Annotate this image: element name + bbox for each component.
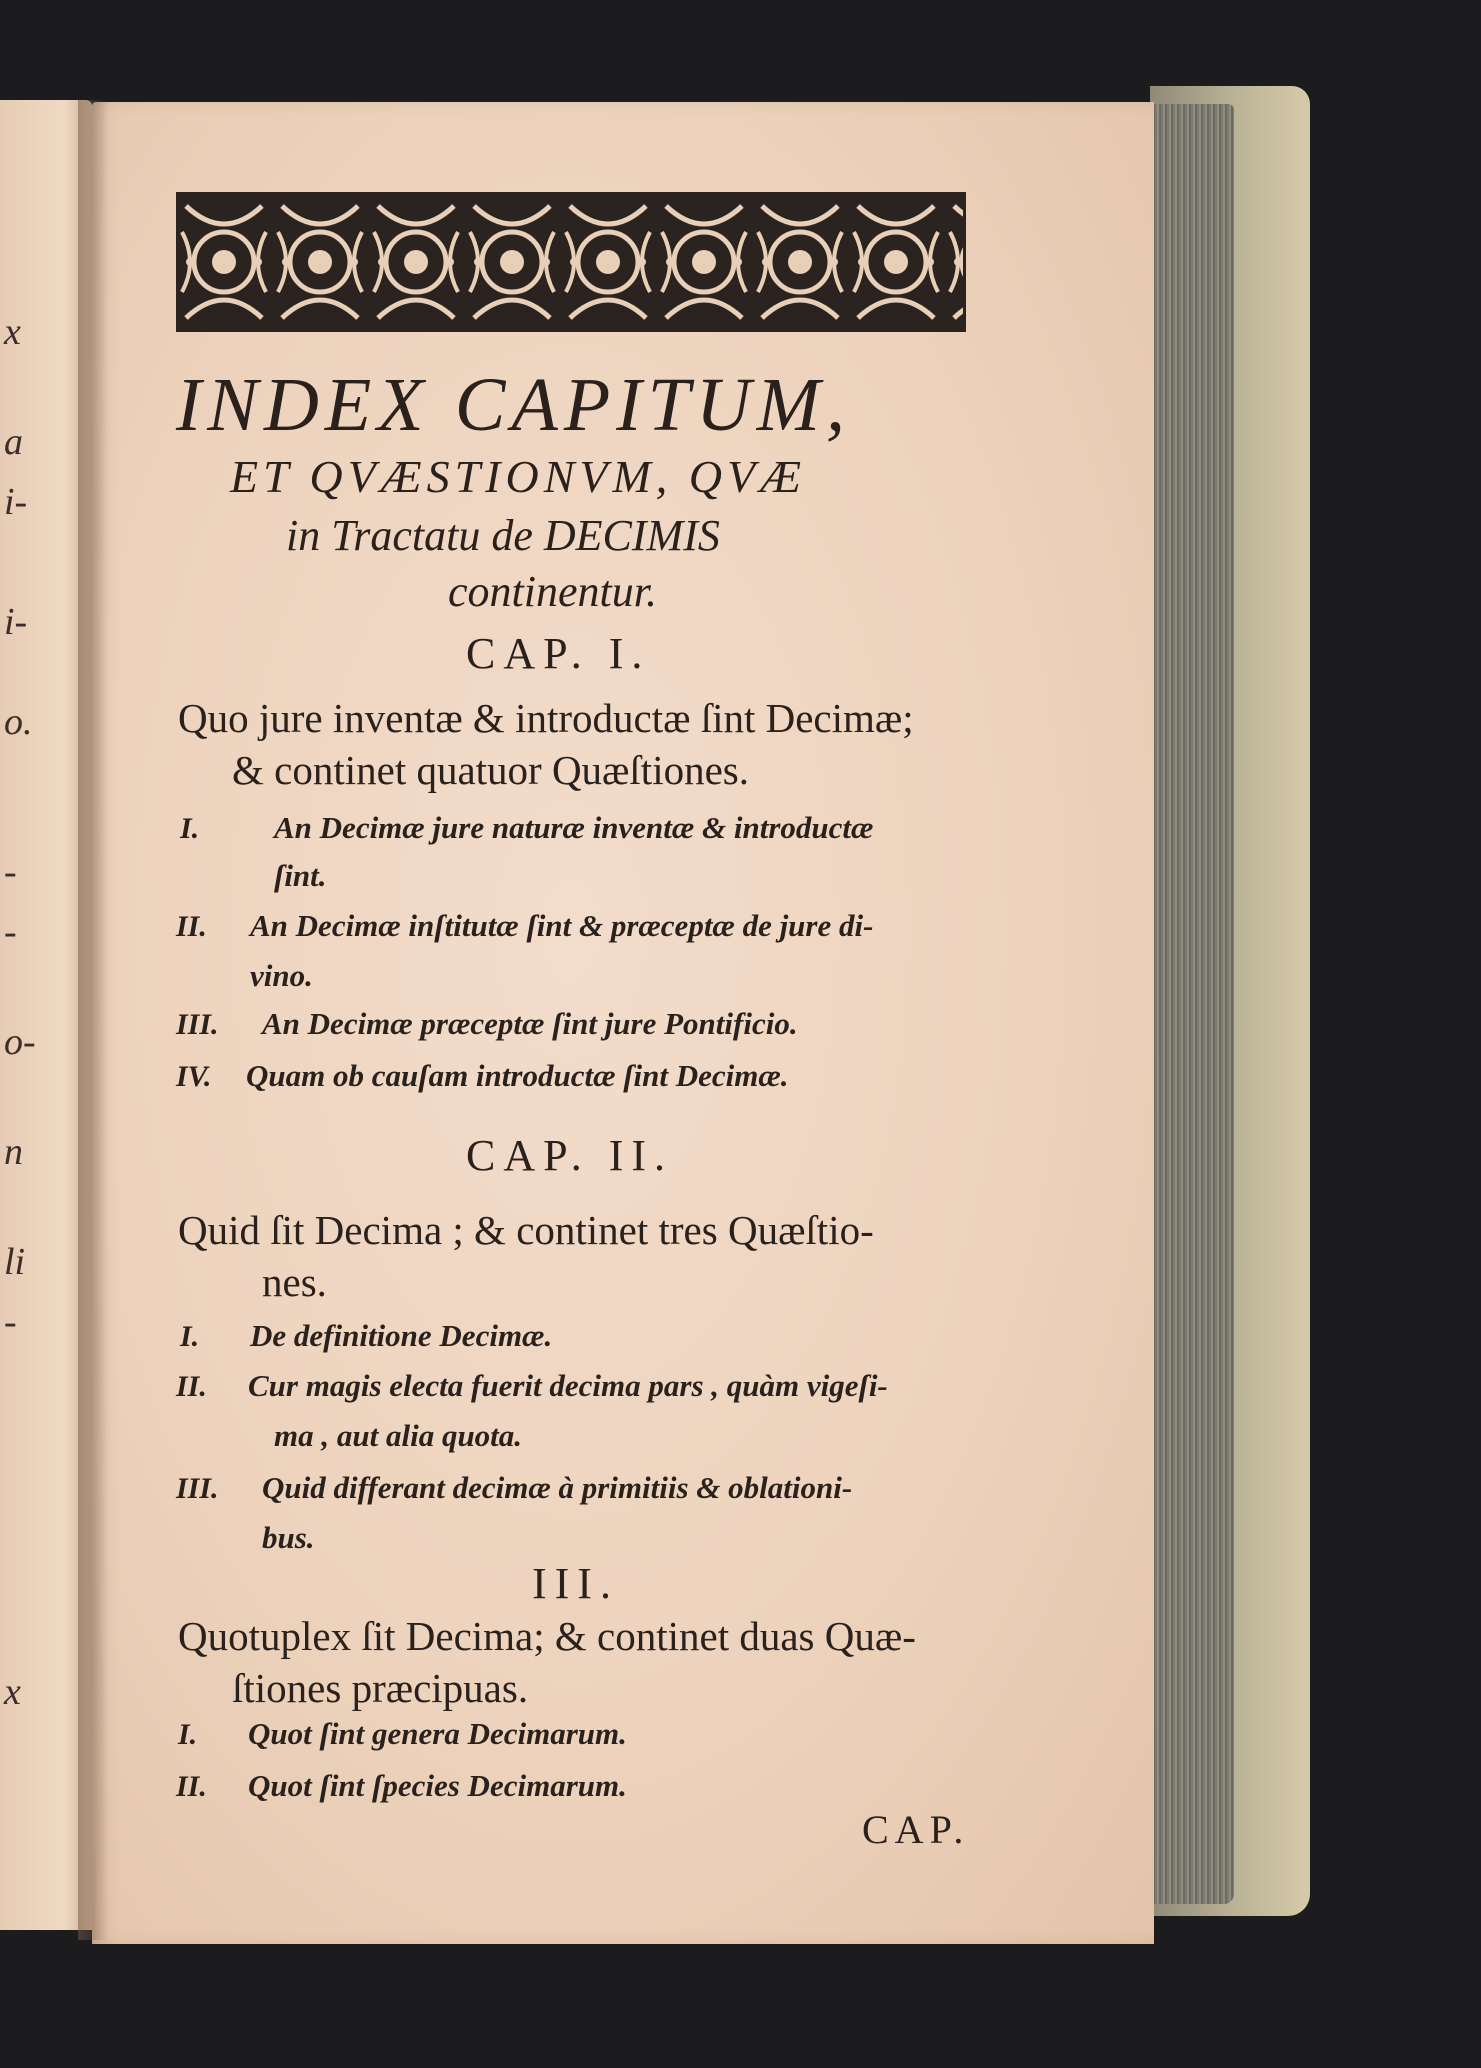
question-text: Cur magis electa fuerit decima pars , quàm vigeſi- <box>248 1368 888 1403</box>
left-page-fragment: i- <box>4 481 28 523</box>
question-text: Quot ſint ſpecies Decimarum. <box>248 1768 627 1803</box>
question-number: I. <box>180 1320 200 1353</box>
chapter-description: ſtiones præcipuas. <box>232 1665 529 1711</box>
ornament-band <box>176 192 966 332</box>
question-text: ma , aut alia quota. <box>274 1418 523 1453</box>
left-page-fragment: o. <box>4 701 33 743</box>
left-page-fragment: - <box>4 851 17 893</box>
question-number: II. <box>176 1770 207 1803</box>
left-page-fragment: li <box>4 1241 26 1283</box>
question-number: I. <box>178 1718 198 1751</box>
left-page-fragment: x <box>4 311 21 353</box>
left-page-fragment: i- <box>4 601 28 643</box>
chapter-heading: CAP. II. <box>466 1131 674 1180</box>
question-text: De definitione Decimæ. <box>250 1318 553 1353</box>
catchword: CAP. <box>862 1807 970 1852</box>
question-number: II. <box>176 1370 207 1403</box>
left-page-fragment: x <box>4 1671 21 1713</box>
left-page-fragment: - <box>4 911 17 953</box>
question-text: An Decimæ inſtitutæ ſint & præceptæ de jure di- <box>250 908 874 943</box>
chapter-heading: CAP. I. <box>466 629 651 678</box>
left-page-fragment: a <box>4 421 23 463</box>
question-text: Quid differant decimæ à primitiis & oblationi- <box>262 1470 853 1505</box>
question-text: Quot ſint genera Decimarum. <box>248 1716 627 1751</box>
chapter-description: Quo jure inventæ & introductæ ſint Decimæ; <box>178 695 914 741</box>
title-line-4: continentur. <box>448 567 657 616</box>
title-line-1: INDEX CAPITUM, <box>176 363 852 447</box>
question-number: II. <box>176 910 207 943</box>
chapter-description: & continet quatuor Quæſtiones. <box>232 747 749 793</box>
question-number: III. <box>176 1008 219 1041</box>
title-line-2: ET QVÆSTIONVM, QVÆ <box>230 451 807 502</box>
question-number: III. <box>176 1472 219 1505</box>
question-number: I. <box>180 812 200 845</box>
question-text: Quam ob cauſam introductæ ſint Decimæ. <box>246 1058 789 1093</box>
left-page-fragment: - <box>4 1301 17 1343</box>
question-number: IV. <box>176 1060 212 1093</box>
question-text: An Decimæ præceptæ ſint jure Pontificio. <box>262 1006 798 1041</box>
left-page-fragment: o- <box>4 1021 36 1063</box>
left-page-fragment: n <box>4 1131 23 1173</box>
page-gutter <box>78 100 108 1940</box>
chapter-description: nes. <box>262 1259 327 1305</box>
chapter-description: Quotuplex ſit Decima; & continet duas Quæ- <box>178 1613 916 1659</box>
title-line-3: in Tractatu de DECIMIS <box>286 511 720 560</box>
question-text: bus. <box>262 1520 315 1555</box>
chapter-heading: III. <box>532 1559 619 1608</box>
question-text: vino. <box>250 958 313 993</box>
question-text: ſint. <box>274 858 327 893</box>
question-text: An Decimæ jure naturæ inventæ & introductæ <box>274 810 874 845</box>
chapter-description: Quid ſit Decima ; & continet tres Quæſtio- <box>178 1207 874 1253</box>
